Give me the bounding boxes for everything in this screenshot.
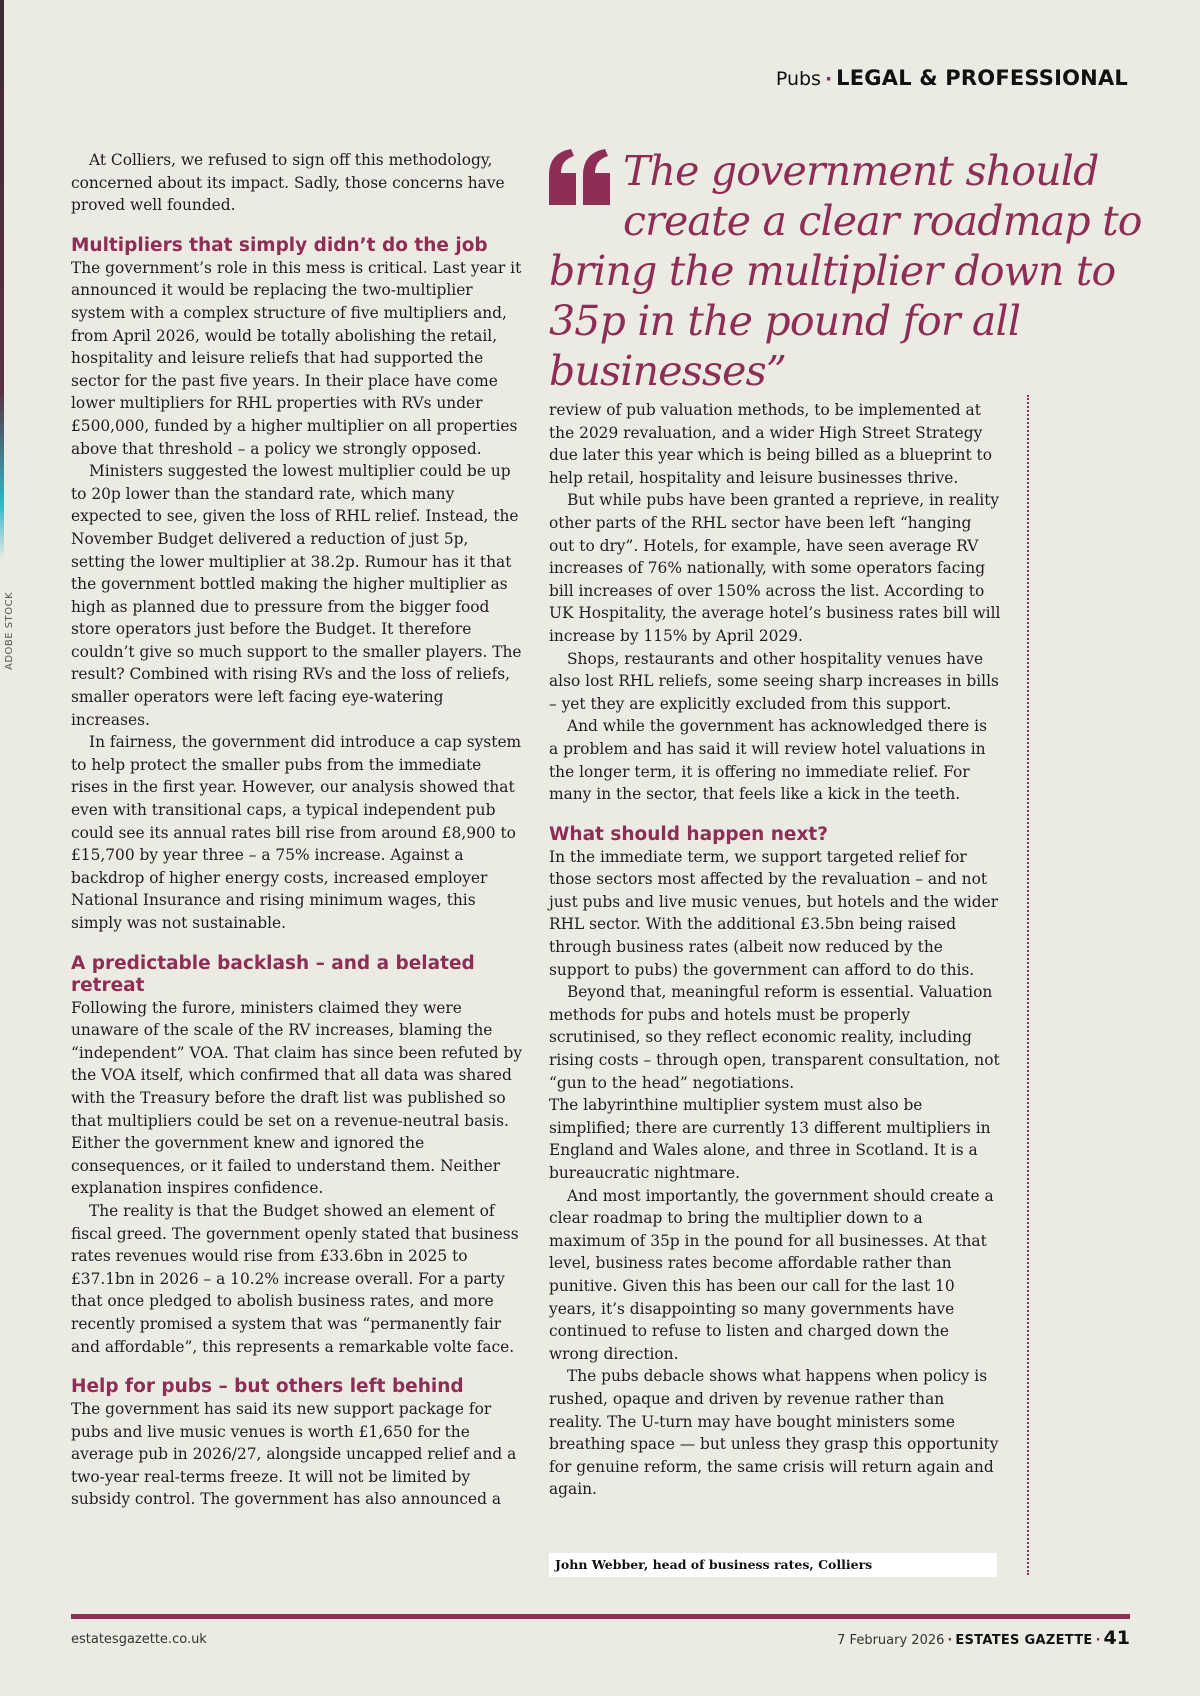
paragraph: Shops, restaurants and other hospitality venues have also lost RHL reliefs, some seeing sharp increases in bills – yet they are explicitly excluded from this support. xyxy=(549,649,999,713)
footer-divider xyxy=(71,1614,1130,1619)
footer-info xyxy=(837,1627,1130,1649)
paragraph: At Colliers, we refused to sign off this methodology, concerned about its impact. Sadly, those concerns have proved well founded. xyxy=(71,151,505,215)
author-byline: John Webber, head of business rates, Colliers xyxy=(549,1553,997,1577)
page-number: 41 xyxy=(1103,1627,1130,1649)
footer-separator: · xyxy=(947,1633,953,1648)
section-separator: · xyxy=(824,68,833,90)
paragraph: But while pubs have been granted a reprieve, in reality other parts of the RHL sector have been left “hanging out to dry”. Hotels, for example, have seen average RV increases of 76% nationally, with some operators facing bill increases of over 150% across the list. According to UK Hospitality, the average hotel’s business rates bill will increase by 115% by April 2029. xyxy=(549,491,1001,645)
paragraph: And most importantly, the government should create a clear roadmap to bring the multiplier down to a maximum of 35p in the pound for all businesses. At that level, business rates become affordable rather than punitive. Given this has been our call for the last 10 years, it’s disappointing so many governments have continued to refuse to listen and charged down the wrong direction. xyxy=(549,1186,994,1363)
paragraph: The pubs debacle shows what happens when policy is rushed, opaque and driven by revenue rather than reality. The U-turn may have bought ministers some breathing space — but unless they grasp this opportunity for genuine reform, the same crisis will return again and again. xyxy=(549,1367,999,1499)
section-header xyxy=(776,66,1128,90)
issue-date: 7 February 2026 xyxy=(837,1633,945,1648)
photo-credit: ADOBE STOCK xyxy=(4,591,15,670)
paragraph: The reality is that the Budget showed an element of fiscal greed. The government openly stated that business rates revenues would rise from £33.6bn in 2025 to £37.1bn in 2026 – a 10.2% increase overall. For a party that once pledged to abolish business rates, and more recently promised a system that was “permanently fair and affordable”, this represents a remarkable volte face. xyxy=(71,1201,519,1356)
paragraph: The government’s role in this mess is critical. Last year it announced it would be replacing the two-multiplier system with a complex structure of five multipliers and, from April 2026, would be totally abolishing the retail, hospitality and leisure reliefs that had supported the sector for the past five years. In their place have come lower multipliers for RHL properties with RVs under £500,000, funded by a higher multiplier on all properties above that threshold – a policy we strongly opposed. xyxy=(71,258,522,458)
section-category: LEGAL & PROFESSIONAL xyxy=(836,66,1128,90)
paragraph: In fairness, the government did introduce a cap system to help protect the smaller pubs from the immediate rises in the first year. However, our analysis showed that even with transitional caps, a typical independent pub could see its annual rates bill rise from around £8,900 to £15,700 by year three – a 75% increase. Against a backdrop of higher energy costs, increased employer National Insurance and rising minimum wages, this simply was not sustainable. xyxy=(71,733,522,932)
paragraph: The government has said its new support package for pubs and live music venues is worth £1,650 for the average pub in 2026/27, alongside uncapped relief and a two-year real-terms freeze. It will not be limited by subsidy control. The government has also announced a xyxy=(71,1400,517,1509)
quote-mark-icon xyxy=(549,149,613,205)
footer-website: estatesgazette.co.uk xyxy=(71,1632,207,1647)
column-divider xyxy=(1027,395,1029,1575)
subheading: A predictable backlash – and a belated retreat xyxy=(71,952,475,996)
paragraph: Ministers suggested the lowest multiplier could be up to 20p lower than the standard rate, which many expected to see, given the loss of RHL relief. Instead, the November Budget delivered a reduction of just 5p, setting the lower multiplier at 38.2p. Rumour has it that the government bottled making the higher multiplier as high as planned due to pressure from the bigger food store operators just before the Budget. It therefore couldn’t give so much support to the smaller players. The result? Combined with rising RVs and the loss of reliefs, smaller operators were left facing eye-watering increases. xyxy=(71,462,522,729)
left-column xyxy=(71,149,523,1511)
paragraph: Beyond that, meaningful reform is essential. Valuation methods for pubs and hotels must be properly scrutinised, so they reflect economic reality, including rising costs – through open, transparent consultation, not “gun to the head” negotiations. xyxy=(549,983,1000,1092)
paragraph: In the immediate term, we support targeted relief for those sectors most affected by the revaluation – and not just pubs and live music venues, but hotels and the wider RHL sector. With the additional £3.5bn being raised through business rates (albeit now reduced by the support to pubs) the government can afford to do this. xyxy=(549,847,999,979)
paragraph: review of pub valuation methods, to be implemented at the 2029 revaluation, and a wider High Street Strategy due later this year which is being billed as a blueprint to help retail, hospitality and leisure businesses thrive. xyxy=(549,401,992,487)
paragraph: Following the furore, ministers claimed they were unaware of the scale of the RV increases, blaming the “independent” VOA. That claim has since been refuted by the VOA itself, which confirmed that all data was shared with the Treasury before the draft list was published so that multipliers could be set on a revenue-neutral basis. Either the government knew and ignored the consequences, or it failed to understand them. Neither explanation inspires confidence. xyxy=(71,998,523,1198)
page-edge-strip xyxy=(0,0,4,560)
subheading: What should happen next? xyxy=(549,823,828,845)
page-separator: · xyxy=(1095,1633,1101,1648)
subheading: Help for pubs – but others left behind xyxy=(71,1376,464,1398)
pull-quote-text: The government should create a clear roadmap to bring the multiplier down to 35p in the pound for all businesses” xyxy=(549,147,1142,395)
paragraph: The labyrinthine multiplier system must also be simplified; there are currently 13 different multipliers in England and Wales alone, and three in Scotland. It is a bureaucratic nightmare. xyxy=(549,1096,991,1182)
subheading: Multipliers that simply didn’t do the job xyxy=(71,234,488,256)
paragraph: And while the government has acknowledged there is a problem and has said it will review hotel valuations in the longer term, it is offering no immediate relief. For many in the sector, that feels like a kick in the teeth. xyxy=(549,717,988,804)
right-column xyxy=(549,399,1001,1501)
publication-name: ESTATES GAZETTE xyxy=(955,1633,1093,1648)
pull-quote xyxy=(549,146,1149,396)
section-name: Pubs xyxy=(775,68,821,90)
